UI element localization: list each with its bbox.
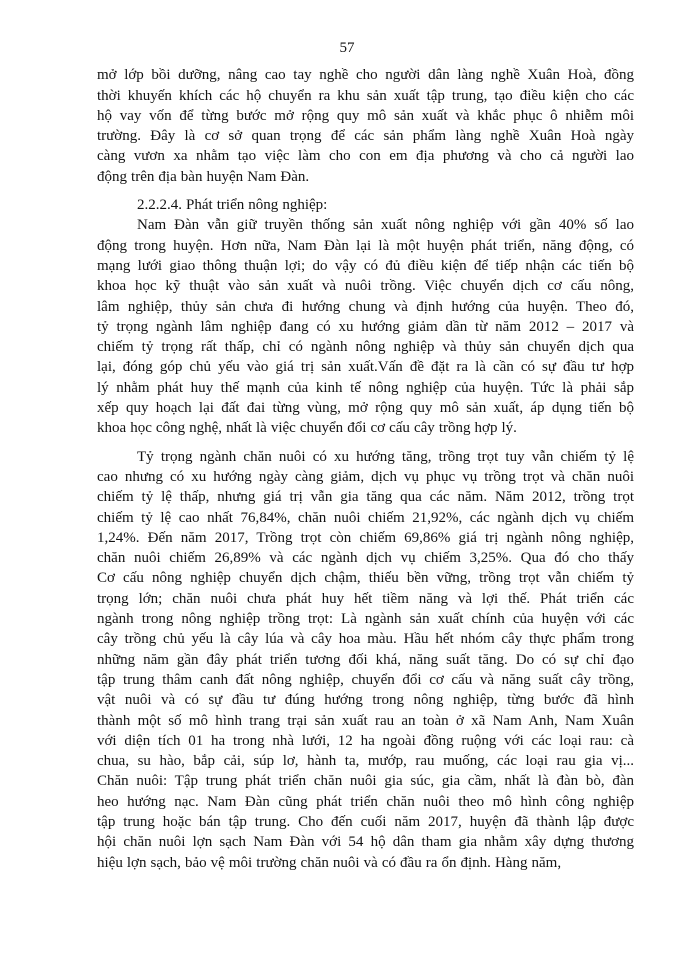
text-line: khoa học kỹ thuật vào sản xuất và nuôi trồng. Việc chuyển dịch cơ cấu nông,	[97, 278, 634, 295]
text-line: lại, đóng góp chủ yếu vào giá trị sản xuất.Vấn đề đặt ra là cần có sự đầu tư hợp	[97, 359, 634, 376]
text-line: chiếm tỷ lệ cao nhất 76,84%, chăn nuôi chiếm 21,92%, các ngành dịch vụ chiếm	[97, 509, 634, 526]
text-line: chiếm tỷ trọng rất thấp, chỉ có ngành nông nghiệp và thủy sản chuyển dịch qua	[97, 339, 634, 356]
text-line: mở lớp bồi dưỡng, nâng cao tay nghề cho người dân làng nghề Xuân Hoà, đồng	[97, 67, 634, 84]
text-line: khoa học công nghệ, nhất là việc chuyển đổi cơ cấu cây trồng hợp lý.	[97, 420, 517, 437]
text-line: trường. Đây là cơ sở quan trọng để các sản phẩm làng nghề Xuân Hoà ngày	[97, 128, 634, 145]
text-line: heo hướng nạc. Nam Đàn cũng phát triển chăn nuôi theo mô hình công nghiệp	[97, 793, 634, 810]
text-line: ngành trong nông nghiệp trồng trọt: Là ngành sản xuất chính của huyện với các	[97, 611, 634, 628]
text-line: hiệu lợn sạch, bảo vệ môi trường chăn nuôi và có đầu ra ổn định. Hàng năm,	[97, 854, 562, 871]
text-line: hộ vay vốn để từng bước mở rộng quy mô sản xuất và khắc phục ô nhiễm môi	[97, 107, 634, 124]
text-line: hội chăn nuôi lợn sạch Nam Đàn với 54 hộ dân tham gia nhằm xây dựng thương	[97, 834, 634, 851]
text-line: vật nuôi và có sự đầu tư đúng hướng trong nông nghiệp, từng bước đã hình	[97, 692, 634, 709]
text-line: với diện tích 01 ha trong nhà lưới, 12 ha ngoài đồng ruộng với các loại rau: cà	[97, 732, 634, 749]
text-line: tập trung hoặc bán tập trung. Cho đến cuối năm 2017, huyện đã thành lập được	[97, 813, 634, 830]
text-line: những năm gần đây phát triển tương đối khá, năng suất tăng. Do có sự chỉ đạo	[97, 651, 634, 668]
text-line: thời khuyến khích các hộ chuyển ra khu sản xuất tập trung, tạo điều kiện cho các	[97, 87, 634, 104]
text-line: động trên địa bàn huyện Nam Đàn.	[97, 168, 310, 185]
text-line: Tỷ trọng ngành chăn nuôi có xu hướng tăng, trồng trọt tuy vẫn chiếm tỷ lệ	[137, 448, 634, 465]
text-line: tỷ trọng ngành lâm nghiệp đang có xu hướng giảm dần từ năm 2012 – 2017 và	[97, 318, 634, 335]
text-line: chua, su hào, bắp cải, súp lơ, hành ta, mướp, rau muống, các loại rau gia vị...	[97, 753, 634, 770]
text-line: Chăn nuôi: Tập trung phát triển chăn nuôi gia súc, gia cầm, nhất là đàn bò, đàn	[97, 773, 634, 790]
text-line: cao nhưng có xu hướng ngày càng giảm, dịch vụ phục vụ trồng trọt và chăn nuôi	[97, 468, 634, 485]
text-line: chiếm tỷ lệ thấp, nhưng giá trị vẫn gia tăng qua các năm. Năm 2012, trồng trọt	[97, 489, 634, 506]
text-line: thành một số mô hình trang trại sản xuất rau an toàn ở xã Nam Anh, Nam Xuân	[97, 712, 634, 729]
text-line: động trong huyện. Hơn nữa, Nam Đàn lại là một huyện phát triển, năng động, có	[97, 237, 634, 254]
text-line: mạng lưới giao thông thuận lợi; do vậy có đủ điều kiện để tiếp nhận các tiến bộ	[97, 257, 634, 274]
text-line: lâm nghiệp, thủy sản chưa đi hướng chung và định hướng của huyện. Theo đó,	[97, 298, 634, 315]
text-line: cây trồng chủ yếu là cây lúa và cây hoa màu. Hầu hết nhóm cây thực phẩm trong	[97, 631, 634, 648]
paragraph-continuation	[97, 65, 634, 187]
text-line: Cơ cấu nông nghiệp chuyển dịch chậm, thiếu bền vững, trồng trọt vẫn chiếm tỷ	[97, 570, 634, 587]
text-line: càng vươn xa nhằm tạo việc làm cho con em địa phương và cho cả người lao	[97, 148, 634, 165]
text-line: chăn nuôi chiếm 26,89% và các ngành dịch vụ chiếm 3,25%. Qua đó cho thấy	[97, 550, 634, 567]
section-heading: 2.2.2.4. Phát triển nông nghiệp:	[137, 197, 328, 214]
page-number: 57	[339, 40, 355, 56]
text-line: xếp quy hoạch lại đất đai từng vùng, mở rộng quy mô sản xuất, áp dụng tiến bộ	[97, 400, 634, 417]
text-line: Nam Đàn vẫn giữ truyền thống sản xuất nông nghiệp với gần 40% số lao	[137, 217, 634, 234]
paragraph-agriculture-overview	[97, 215, 634, 438]
text-line: trọng lớn; chăn nuôi chưa phát huy hết tiềm năng và lợi thế. Phát triển các	[97, 590, 634, 607]
text-block	[97, 65, 634, 873]
text-line: 1,24%. Đến năm 2017, Trồng trọt còn chiếm 69,86% giá trị ngành nông nghiệp,	[97, 529, 634, 546]
text-line: tập trung thâm canh đất nông nghiệp, chuyển đổi cơ cấu và năng suất cây trồng,	[97, 671, 634, 688]
text-line: lý nhằm phát huy thế mạnh của kinh tế nông nghiệp của huyện. Tức là phải sắp	[97, 379, 634, 396]
paragraph-livestock-crops	[97, 447, 634, 873]
